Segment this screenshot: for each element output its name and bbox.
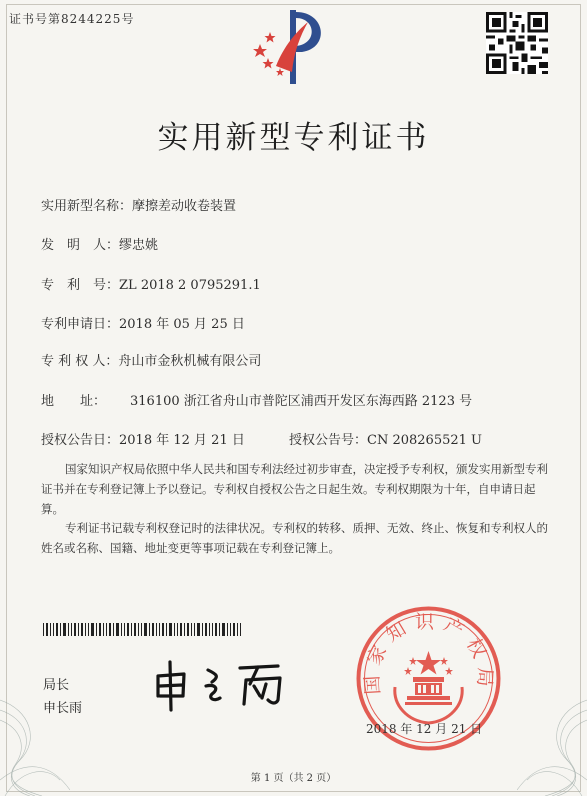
- field-patent-number: [41, 274, 261, 293]
- field-utility-model-name: [41, 195, 236, 214]
- field-value: 摩擦差动收卷装置: [132, 199, 237, 214]
- page-indicator: 第 1 页（共 2 页）: [250, 773, 337, 784]
- signatory-title: 局长: [43, 678, 70, 693]
- field-grant-number: [289, 429, 482, 448]
- field-grant-date: [41, 429, 245, 448]
- field-value: ZL 2018 2 0795291.1: [119, 278, 261, 293]
- certificate-number: 证书号第8244225号: [9, 12, 135, 26]
- field-label: 专 利 权 人：: [41, 354, 119, 369]
- seal-text: 国家知识产权局: [360, 610, 497, 696]
- field-address: [41, 390, 472, 409]
- field-label: 实用新型名称：: [41, 199, 133, 214]
- qr-code-icon: [486, 12, 548, 74]
- field-value: 2018 年 05 月 25 日: [119, 317, 245, 332]
- cnipa-logo-icon: [246, 6, 330, 88]
- field-value: 2018 年 12 月 21 日: [119, 433, 245, 448]
- certificate-title: 实用新型专利证书: [157, 120, 430, 156]
- field-label: 授权公告号：: [289, 433, 368, 448]
- signatory-name: 申长雨: [43, 701, 83, 716]
- field-value: CN 208265521 U: [367, 433, 482, 448]
- field-patentee: [41, 350, 261, 369]
- field-label: 专利申请日：: [41, 317, 120, 332]
- seal-date: 2018 年 12 月 21 日: [366, 722, 483, 736]
- field-label: 专 利 号：: [41, 278, 120, 293]
- field-label: 地 址：: [41, 394, 107, 409]
- field-label: 授权公告日：: [41, 433, 120, 448]
- handwritten-signature: [150, 654, 300, 714]
- field-filing-date: [41, 313, 245, 332]
- field-inventor: [41, 234, 158, 253]
- barcode-icon: [43, 623, 241, 636]
- paragraph-legal-status: 专利证书记载专利权登记时的法律状况。专利权的转移、质押、无效、终止、恢复和专利权人的姓名或名称、国籍、地址变更等事项记载在专利登记簿上。: [41, 521, 548, 555]
- field-label: 发 明 人：: [41, 238, 120, 253]
- field-value: 缪忠姚: [119, 238, 159, 253]
- field-value: 316100 浙江省舟山市普陀区浦西开发区东海西路 2123 号: [130, 394, 473, 409]
- paragraph-grant-statement: 国家知识产权局依照中华人民共和国专利法经过初步审查，决定授予专利权，颁发实用新型专利证书并在专利登记簿上予以登记。专利权自授权公告之日起生效。专利权期限为十年，自申请日起算。: [41, 462, 548, 516]
- field-value: 舟山市金秋机械有限公司: [118, 354, 262, 369]
